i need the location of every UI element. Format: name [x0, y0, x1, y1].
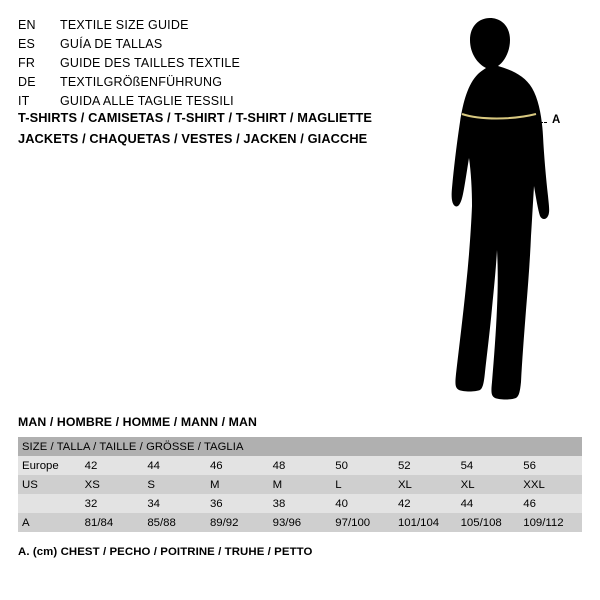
row-label: Europe — [18, 456, 81, 475]
category-jackets: JACKETS / CHAQUETAS / VESTES / JACKEN / GIACCHE — [18, 131, 368, 146]
language-code: EN — [18, 18, 36, 32]
measure-leader-line — [532, 122, 547, 123]
cell: XL — [394, 475, 457, 494]
table-row — [18, 456, 582, 475]
male-silhouette-icon — [400, 10, 590, 410]
cell: 40 — [331, 494, 394, 513]
body-figure — [400, 10, 590, 410]
cell: 52 — [394, 456, 457, 475]
measure-label-a: A — [552, 114, 561, 126]
cell: 46 — [519, 494, 582, 513]
row-label: A — [18, 513, 81, 532]
cell: 105/108 — [457, 513, 520, 532]
cell: 89/92 — [206, 513, 269, 532]
language-row — [18, 56, 358, 75]
cell: 42 — [81, 456, 144, 475]
cell: 44 — [143, 456, 206, 475]
language-text: GUIDA ALLE TAGLIE TESSILI — [60, 94, 234, 108]
cell: 93/96 — [269, 513, 332, 532]
cell: 44 — [457, 494, 520, 513]
cell: 81/84 — [81, 513, 144, 532]
language-code: IT — [18, 94, 30, 108]
cell: 109/112 — [519, 513, 582, 532]
row-label: US — [18, 475, 81, 494]
table-row — [18, 494, 582, 513]
size-table-block — [18, 415, 582, 532]
cell: 101/104 — [394, 513, 457, 532]
language-text: GUIDE DES TAILLES TEXTILE — [60, 56, 241, 70]
cell: 85/88 — [143, 513, 206, 532]
table-title: MAN / HOMBRE / HOMME / MANN / MAN — [18, 415, 257, 429]
row-label — [18, 494, 81, 513]
category-list — [18, 110, 378, 152]
cell: S — [143, 475, 206, 494]
cell: 54 — [457, 456, 520, 475]
language-text: TEXTILGRÖßENFÜHRUNG — [60, 75, 223, 89]
cell: XL — [457, 475, 520, 494]
language-code: FR — [18, 56, 36, 70]
cell: M — [206, 475, 269, 494]
cell: 48 — [269, 456, 332, 475]
language-row — [18, 18, 358, 37]
cell: 46 — [206, 456, 269, 475]
cell: 34 — [143, 494, 206, 513]
size-table — [18, 437, 582, 532]
language-code: ES — [18, 37, 36, 51]
cell: L — [331, 475, 394, 494]
table-header-row — [18, 437, 582, 456]
cell: XS — [81, 475, 144, 494]
table-row — [18, 513, 582, 532]
language-text: TEXTILE SIZE GUIDE — [60, 18, 189, 32]
table-footnote: A. (cm) CHEST / PECHO / POITRINE / TRUHE / PETTO — [18, 546, 313, 558]
cell: 97/100 — [331, 513, 394, 532]
language-list — [18, 18, 358, 113]
cell: 50 — [331, 456, 394, 475]
category-tshirts: T-SHIRTS / CAMISETAS / T-SHIRT / T-SHIRT / MAGLIETTE — [18, 110, 373, 125]
table-header-label: SIZE / TALLA / TAILLE / GRÖSSE / TAGLIA — [18, 437, 582, 456]
language-text: GUÍA DE TALLAS — [60, 37, 163, 51]
cell: 36 — [206, 494, 269, 513]
language-row — [18, 75, 358, 94]
cell: 38 — [269, 494, 332, 513]
cell: 42 — [394, 494, 457, 513]
cell: M — [269, 475, 332, 494]
cell: 32 — [81, 494, 144, 513]
cell: XXL — [519, 475, 582, 494]
language-row — [18, 37, 358, 56]
language-code: DE — [18, 75, 36, 89]
table-row — [18, 475, 582, 494]
cell: 56 — [519, 456, 582, 475]
